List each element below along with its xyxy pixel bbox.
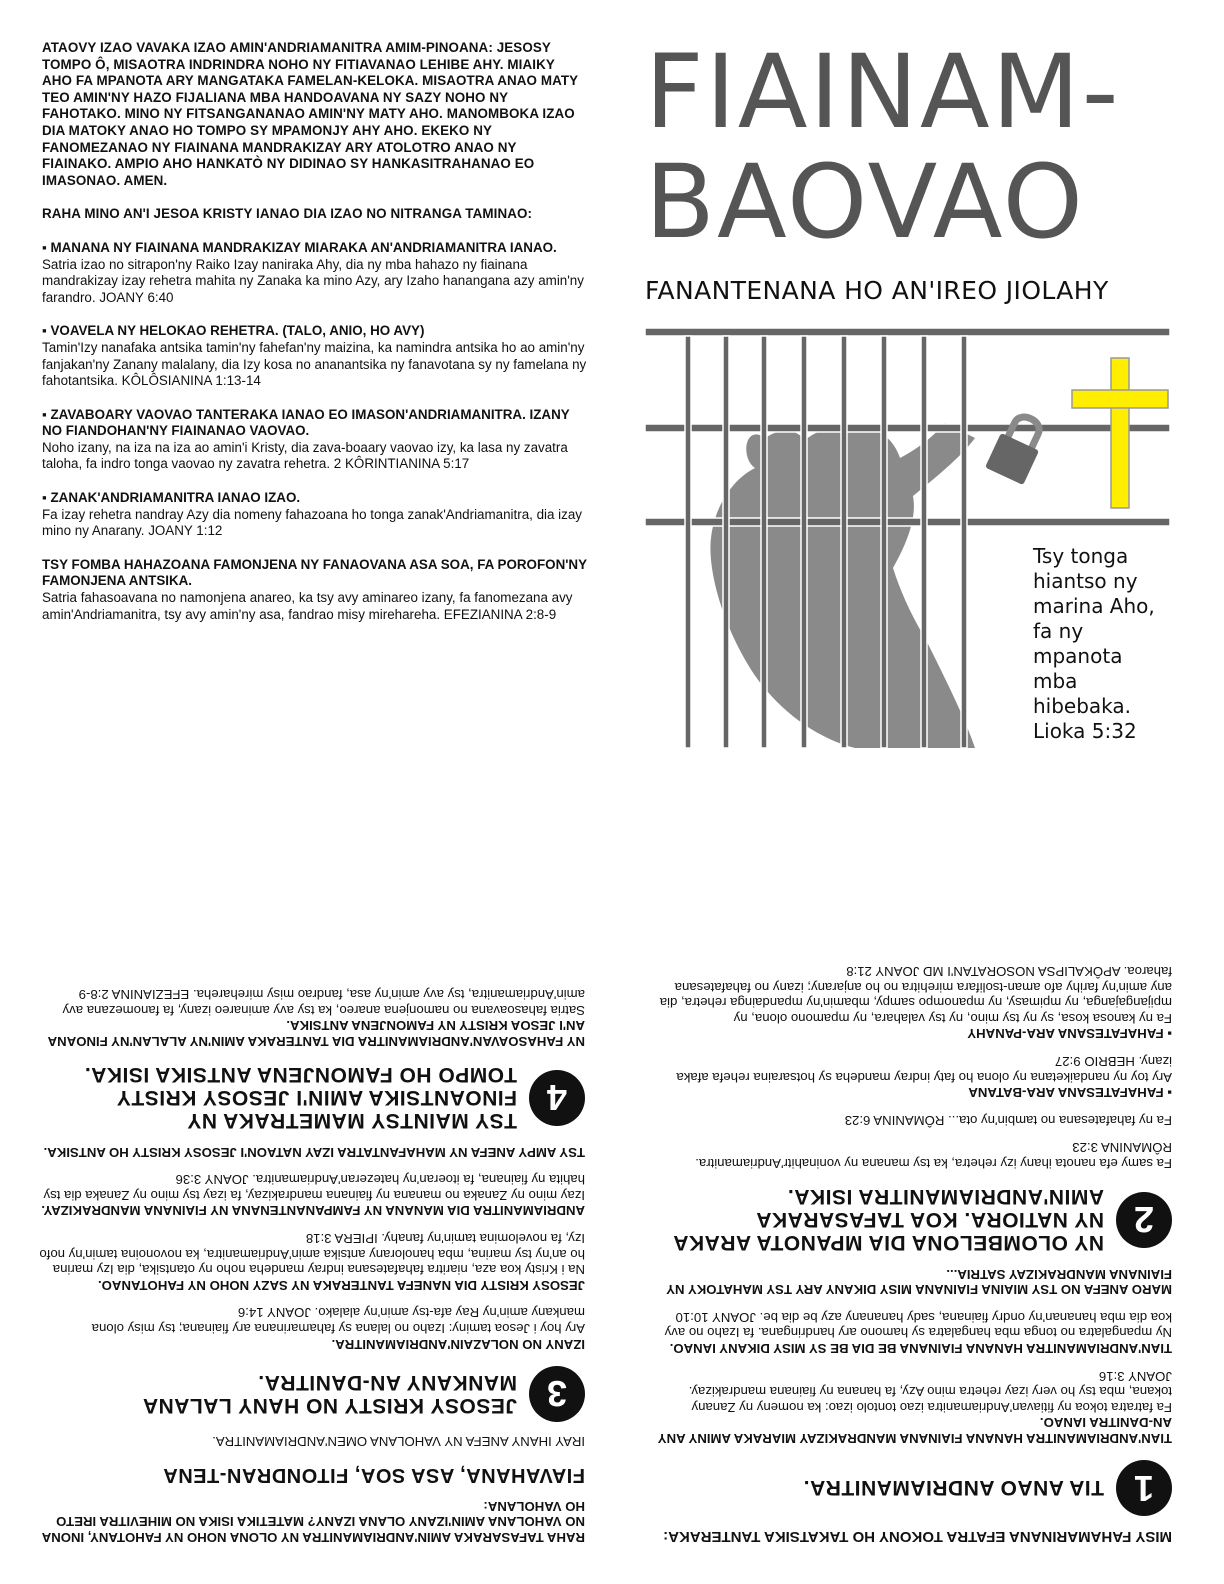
step-3-heading: JESOSY KRISTY NO HANY LALANA MANKANY AN-DANITRA. [143, 1370, 517, 1417]
padlock-icon [985, 410, 1050, 485]
bar-vertical [921, 336, 927, 748]
promise-head: ▪ ZAVABOARY VAOVAO TANTERAKA IANAO EO IMASON'ANDRIAMANITRA. IZANY NO FIANDOHAN'NY FIAINANAO VAOVAO. [42, 406, 570, 439]
step-3d: TSY AMPY ANEFA NY MAHAFANTATRA IZAY NATAON'I JESOSY KRISTY HO ANTSIKA. [43, 1144, 585, 1160]
step-4 [35, 1063, 585, 1132]
step-1a-head: TIAN'ANDRIAMANITRA HANANA FIAINANA MANDRAKIZAY MIARAKA AMINY ANY AN-DANITRA IANAO. [657, 1415, 1172, 1446]
step-1-heading: TIA ANAO ANDRIAMANITRA. [803, 1476, 1104, 1500]
step-3a [35, 1305, 585, 1352]
step-2a: Fa samy efa nanota ihany izy rehetra, ka tsy manana ny voninahitr'Andriamanitra. RÔMANINA 3:23 [695, 1140, 1172, 1172]
step-4a-body: Satria fahasoavana no namonjena anareo, ka tsy avy aminareo izany, fa fanomezana avy amin'Andriamanitra, tsy avy amin'ny asa, fandrao misy mirehareha. EFEZIANINA 2:8-9 [62, 987, 585, 1018]
step-3c-head: ANDRIAMANITRA DIA MANANA NY FAMPANANTENANA NY FIAINANA MANDRAKIZAY. [41, 1203, 585, 1219]
step-number-badge: 3 [529, 1366, 585, 1422]
step-1c: MARO ANEFA NO TSY MIAINA FIAINANA MISY DIKANY ARY TSY MAHATOKY NY FIAINANA MANDRAKIZAY SATRIA... [666, 1266, 1172, 1298]
step-2-heading: NY OLOMBELONA DIA MPANOTA ARAKA NY NATIORA. KOA TAFASARAKA AMIN'ANDRIAMANITRA ISIKA. [673, 1185, 1104, 1255]
steps-3-4-panel [35, 800, 585, 1545]
cover-panel [645, 33, 1185, 753]
step-3c-body: Izay mino ny Zanaka no manana ny fiainana mandrakizay, fa izay tsy mino ny Zanaka dia tsy hahita ny fiainana, fa itoeran'ny hatezeran'Andriamanitra. JOANY 3:36 [43, 1172, 585, 1203]
steps-1-2-panel [652, 800, 1172, 1545]
step-3b-body: Na i Kristy koa aza, niaritra fahafatesana indray mandeha noho ny otantsika, dia Izy marina ho an'ny tsy marina, mba hanolorany antsika amin'Andriamanitra, ka novonoina tamin'ny nofo Izy, fa novelomina tamin'ny fanahy. IPIERA 3:18 [39, 1231, 585, 1278]
bar-vertical [961, 336, 967, 748]
step-4a-head: NY FAHASOAVAN'ANDRIAMANITRA DIA TANTERAKA AMIN'NY ALALAN'NY FINOANA AN'I JESOA KRISTY NY FAMONJENA ANTSIKA. [48, 1018, 585, 1050]
step-3 [35, 1366, 585, 1422]
works-note [42, 557, 587, 623]
works-body: IRAY IHANY ANEFA NY VAHOLANA OMEN'ANDRIAMANITRA. [212, 1434, 585, 1450]
step-3b-head: JESOSY KRISTY DIA NANEFA TANTERAKA NY SAZY NOHO NY FAHOTANAO. [97, 1277, 585, 1293]
step-1 [652, 1460, 1172, 1516]
promise-body: Satria izao no sitrapon'ny Raiko Izay naniraka Ahy, dia ny mba hahazo ny fiainana mandrakizay izay rehetra mahita ny Zanaka ka mino Azy, ary Izaho hanangana azy amin'ny farandro. JOANY 6:40 [42, 256, 584, 305]
step-2d-head: ▪ FAHAFATESANA ARA-PANAHY [967, 1026, 1172, 1042]
promise-head: ▪ ZANAK'ANDRIAMANITRA IANAO IZAO. [42, 490, 301, 506]
works-heading-row [35, 1463, 585, 1486]
works-note-head: TSY FOMBA HAHAZOANA FAMONJENA NY FANAOVANA ASA SOA, FA POROFON'NY FAMONJENA ANTSIKA. [42, 556, 587, 589]
step-4-heading: TSY MAINTSY MAMETRAKA NY FINOANTSIKA AMIN'I JESOSY KRISTY TOMPO HO FAMONJENA ANTSIKA ISIKA. [84, 1063, 517, 1133]
bar-vertical [881, 336, 887, 748]
prayer-text: ATAOVY IZAO VAVAKA IZAO AMIN'ANDRIAMANITRA AMIM-PINOANA: JESOSY TOMPO Ô, MISAOTRA INDRINDRA NOHO NY FITIAVANAO LEHIBE AHY. MIAIKY AHO FA MPANOTA ARY MANGATAKA FAMELAN-KELOKA. MISAOTRA ANAO MATY TEO AMIN'NY HAZO FIJALIANA MBA HANDOAVANA NY SAZY NOHO NY FAHOTAKO. MINO NY FITSANGANANAO AMIN'NY MATY AHO. MANOMBOKA IZAO DIA MATOKY ANAO HO TOMPO SY MPAMONJY AHY AHO. EKEKO NY FANOMEZANAO NY FIAINANA MANDRAKIZAY ARY ATOLOTRO ANAO NY FIAINAKO. AMPIO AHO HANKATÒ NY DIDINAO SY HANKASITRAHANAO EO IMASONAO. AMEN. [42, 40, 578, 188]
step-3c [35, 1172, 585, 1219]
bar-horizontal [645, 328, 1170, 336]
step-2c-head: ▪ FAHAFATESANA ARA-BATANA [968, 1085, 1172, 1101]
cover-verse: Tsy tonga hiantso ny marina Aho, fa ny mpanota mba hibebaka. Lioka 5:32 [1033, 544, 1155, 743]
promise-item [42, 323, 587, 389]
bar-vertical [723, 336, 729, 748]
promise-body: Tamin'Izy nanafaka antsika tamin'ny fahefan'ny maizina, ka namindra antsika ho ao amin'ny fanjakan'ny Zanany malalany, dia Izy kosa no ananantsika ny fanavotana sy ny famelana ny fahotantsika. KÔLÔSIANINA 1:13-14 [42, 339, 587, 389]
step-4a [35, 987, 585, 1049]
solution-intro: RAHA TAFASARAKA AMIN'ANDRIAMANITRA NY OLONA NOHO NY FAHOTANY, INONA NO VAHOLANA AMIN'IZANY OLANA IZANY? MATETIKA ISIKA NO MIHEVITRA IRETO HO VAHOLANA: [42, 1498, 585, 1545]
bar-vertical [801, 336, 807, 748]
step-1a [652, 1368, 1172, 1446]
truths-intro: MISY FAHAMARINANA EFATRA TOKONY HO TAKATSIKA TANTERAKA: [663, 1528, 1172, 1545]
promise-head: ▪ VOAVELA NY HELOKAO REHETRA. (TALO, ANIO, HO AVY) [42, 323, 425, 339]
step-3b [35, 1230, 585, 1292]
step-2d [652, 964, 1172, 1042]
step-1b-head: TIAN'ANDRIAMANITRA HANANA FIAINANA BE DIA BE SY MISY DIKANY IANAO. [669, 1341, 1172, 1357]
promise-head: ▪ MANANA NY FIAINANA MANDRAKIZAY MIARAKA AN'ANDRIAMANITRA IANAO. [42, 239, 557, 255]
works-heading: FIAVAHANA, ASA SOA, FITONDRAN-TENA [162, 1464, 585, 1487]
promise-body: Fa izay rehetra nandray Azy dia nomeny fahazoana ho tonga zanak'Andriamanitra, dia izay mino ny Anarany. JOANY 1:12 [42, 506, 582, 539]
step-1a-body: Fa fatratra tokoa ny fitiavan'Andriamanitra izao tontolo izao: ka nomeny ny Zanany tokana, mba tsy ho very izay rehetra mino Azy, fa hanana ny fiainana mandrakizay. JOANY 3:16 [688, 1368, 1172, 1415]
step-number-badge: 1 [1116, 1460, 1172, 1516]
belief-intro: RAHA MINO AN'I JESOA KRISTY IANAO DIA IZAO NO NITRANGA TAMINAO: [42, 206, 533, 222]
step-2b: Fa ny fahafatesana no tambin'ny ota... RÔMANINA 6:23 [844, 1112, 1172, 1128]
step-3a-body: Ary hoy i Jesoa taminy: Izaho no lalana sy fahamarinana ary fiainana; tsy misy olona mankany amin'ny Ray afa-tsy amin'ny alalako. JOANY 14:6 [91, 1305, 585, 1337]
bar-vertical [841, 336, 847, 748]
step-1b [652, 1309, 1172, 1356]
step-2c-body: Ary toy ny nandaiketana ny olona ho faty indray mandeha sy hotsaraina rehefa afaka izany. HEBRIO 9:27 [676, 1054, 1172, 1085]
promise-item [42, 240, 587, 306]
step-2c [652, 1054, 1172, 1101]
step-number-badge: 4 [529, 1070, 585, 1126]
bar-vertical [685, 336, 691, 748]
step-number-badge: 2 [1116, 1192, 1172, 1248]
step-2d-body: Fa ny kanosa kosa, sy ny tsy mino, ny tsy valahara, ny mpamono olona, ny mpijangajanga, ny mpimasy, ny mpanompo sampy, mbamin'ny mpandainga rehetra, dia any amin'ny farihy afo aman-tsolifara mirehitra no ho anjarany; izany no fahafatesana faharoa. APÔKALIPSA NOSORATAN'I MD JOANY 21:8 [659, 964, 1172, 1026]
step-2 [652, 1185, 1172, 1254]
cover-title-line2: BAOVAO [645, 143, 1085, 262]
step-1b-body: Ny mpangalatra no tonga mba hangalatra sy hamono ary handringana. fa Izaho no avy koa dia mba hananan'ny ondry fiainana, sady hananany azy be dia be. JOANY 10:10 [664, 1309, 1172, 1341]
promise-item [42, 490, 587, 540]
step-3a-head: IZANY NO NOLAZAIN'ANDRIAMANITRA. [331, 1336, 585, 1352]
cover-title-line1: FIAINAM- [645, 33, 1121, 152]
prayer-panel [42, 40, 587, 640]
cover-subtitle: FANANTENANA HO AN'IREO JIOLAHY [645, 276, 1109, 305]
promise-body: Noho izany, na iza na iza ao amin'i Kristy, dia zava-boaary vaovao izy, ka lasa ny zavatra taloha, fa indro tonga vaovao ny zavatra rehetra. 2 KÔRINTIANINA 5:17 [42, 439, 568, 472]
cross-icon [1072, 358, 1168, 508]
bar-vertical [761, 336, 767, 748]
works-note-body: Satria fahasoavana no namonjena anareo, ka tsy avy aminareo izany, fa fanomezana avy amin'Andriamanitra, tsy avy amin'ny asa, fandrao misy mirehareha. EFEZIANINA 2:8-9 [42, 590, 573, 622]
promise-item [42, 407, 587, 473]
